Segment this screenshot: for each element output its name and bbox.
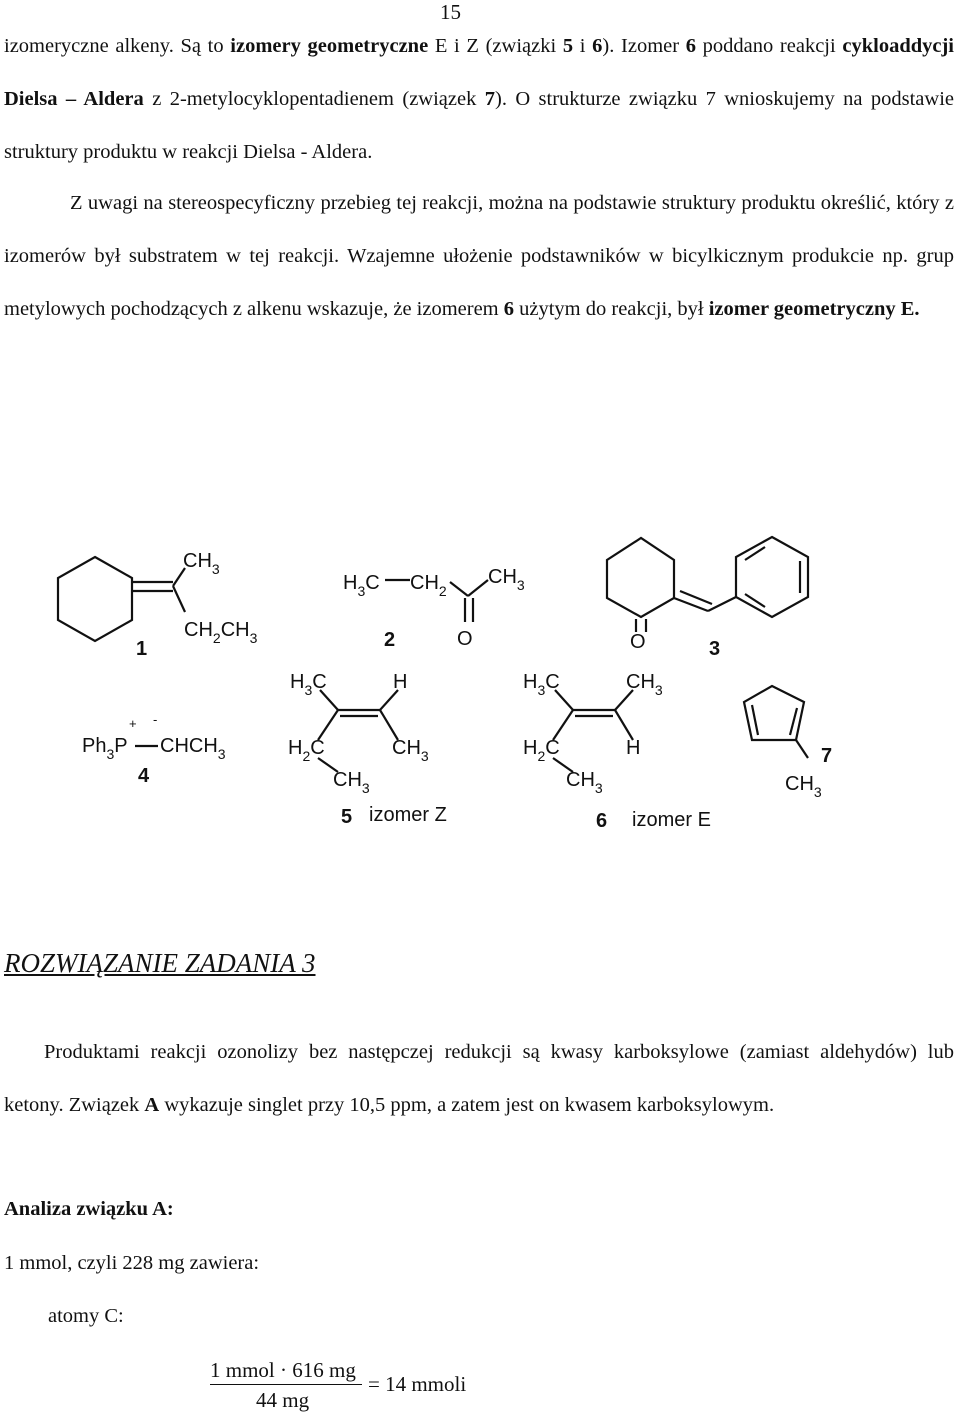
bold-text: izomer geometryczny E.: [708, 298, 920, 320]
analysis-heading: [4, 1198, 174, 1221]
compound-7-number: 7: [821, 745, 833, 767]
compound-6-number: 6: [596, 810, 608, 832]
bold-text: A: [144, 1094, 160, 1116]
formula-denominator: 44 mg: [256, 1388, 310, 1412]
oxygen-label: O: [630, 631, 646, 653]
bold-text: 6: [503, 298, 515, 320]
cyclohexanone-ring: [607, 538, 674, 617]
compound-2-number: 2: [384, 629, 396, 651]
bold-text: 6: [685, 35, 696, 57]
compound-5-number: 5: [341, 806, 353, 828]
formula: [210, 1358, 480, 1414]
text: i: [573, 35, 593, 57]
mmol-line: 1 mmol, czyli 228 mg zawiera:: [4, 1252, 260, 1274]
bold-text: 6: [592, 35, 603, 57]
chch3-label: $CHCH_3$: [160, 735, 226, 762]
minus-charge: -: [153, 712, 158, 727]
ph3p-label: $Ph_3P$: [82, 735, 128, 762]
isomer-z-label: izomer Z: [369, 804, 447, 826]
formula-result: = 14 mmoli: [368, 1372, 467, 1396]
text: wykazuje singlet przy 10,5 ppm, a zatem jest on kwasem karboksylowym.: [159, 1094, 775, 1116]
text: poddano reakcji: [695, 35, 843, 57]
formula-numerator: 1 mmol · 616 mg: [210, 1358, 356, 1382]
plus-charge: +: [129, 716, 137, 731]
isomer-e-label: izomer E: [632, 809, 711, 831]
paragraph-2: [4, 177, 954, 336]
text: ). Izomer: [602, 35, 686, 57]
benzene-ring: [736, 537, 808, 617]
formula-bar: [210, 1384, 362, 1385]
ch3-label: $CH_3$: [392, 737, 429, 764]
ch3-label: $CH_3$: [183, 550, 220, 577]
bold-text: Analiza związku A:: [4, 1198, 174, 1220]
paragraph-1: [4, 20, 954, 179]
h2c-label: $H_2C$: [288, 737, 325, 764]
h3c-label: $H_3C$: [343, 572, 380, 599]
h2c-label: $H_2C$: [523, 737, 560, 764]
atoms-c-label: atomy C:: [48, 1305, 124, 1327]
ch3-label: $CH_3$: [333, 769, 370, 796]
text: użytym do reakcji, był: [514, 298, 709, 320]
h3c-label: $H_3C$: [290, 671, 327, 698]
ch3-label: $CH_3$: [785, 773, 822, 800]
ch2ch3-label: $CH_2CH_3$: [184, 619, 258, 646]
section-heading: ROZWIĄZANIE ZADANIA 3: [4, 948, 316, 978]
oxygen-label: O: [457, 628, 473, 650]
text: izomeryczne alkeny. Są to: [4, 35, 231, 57]
ch3-label: $CH_3$: [488, 566, 525, 593]
h3c-label: $H_3C$: [523, 671, 560, 698]
bold-text: izomery geometryczne: [230, 35, 429, 57]
compound-1-number: 1: [136, 638, 148, 660]
ch3-label: $CH_3$: [566, 769, 603, 796]
bold-text: cykloaddycji Dielsa – Aldera: [4, 35, 954, 110]
bold-text: 7: [484, 88, 495, 110]
compound-3-number: 3: [709, 638, 721, 660]
h-label: H: [626, 737, 641, 759]
compound-4-number: 4: [138, 765, 150, 787]
cyclohexane-ring: [58, 557, 132, 641]
page-number: 15: [440, 0, 461, 24]
text: z 2-metylocyklopentadienem (związek: [143, 88, 485, 110]
ch2-label: $CH_2$: [410, 572, 447, 599]
text: Produktami reakcji ozonolizy bez następczej redukcji są kwasy karboksylowe (zamiast aldehydów) lub ketony. Związek: [4, 1041, 954, 1116]
text: E i Z (związki: [428, 35, 563, 57]
bold-text: 5: [562, 35, 574, 57]
text: Z uwagi na stereospecyficzny przebieg tej reakcji, można na podstawie struktury produktu określić, który z izomerów był substratem w tej reakcji. Wzajemne ułożenie podstawników w bicylkicznym produkcie np. grup metylowych pochodzących z alkenu wskazuje, że izomerem: [4, 192, 954, 320]
reaction-scheme: [0, 520, 960, 840]
paragraph-3: [4, 1026, 954, 1132]
text: ). O strukturze związku 7 wnioskujemy na podstawie struktury produktu w reakcji Dielsa - Aldera.: [4, 88, 954, 163]
h-label: H: [393, 671, 408, 693]
ch3-label: $CH_3$: [626, 671, 663, 698]
